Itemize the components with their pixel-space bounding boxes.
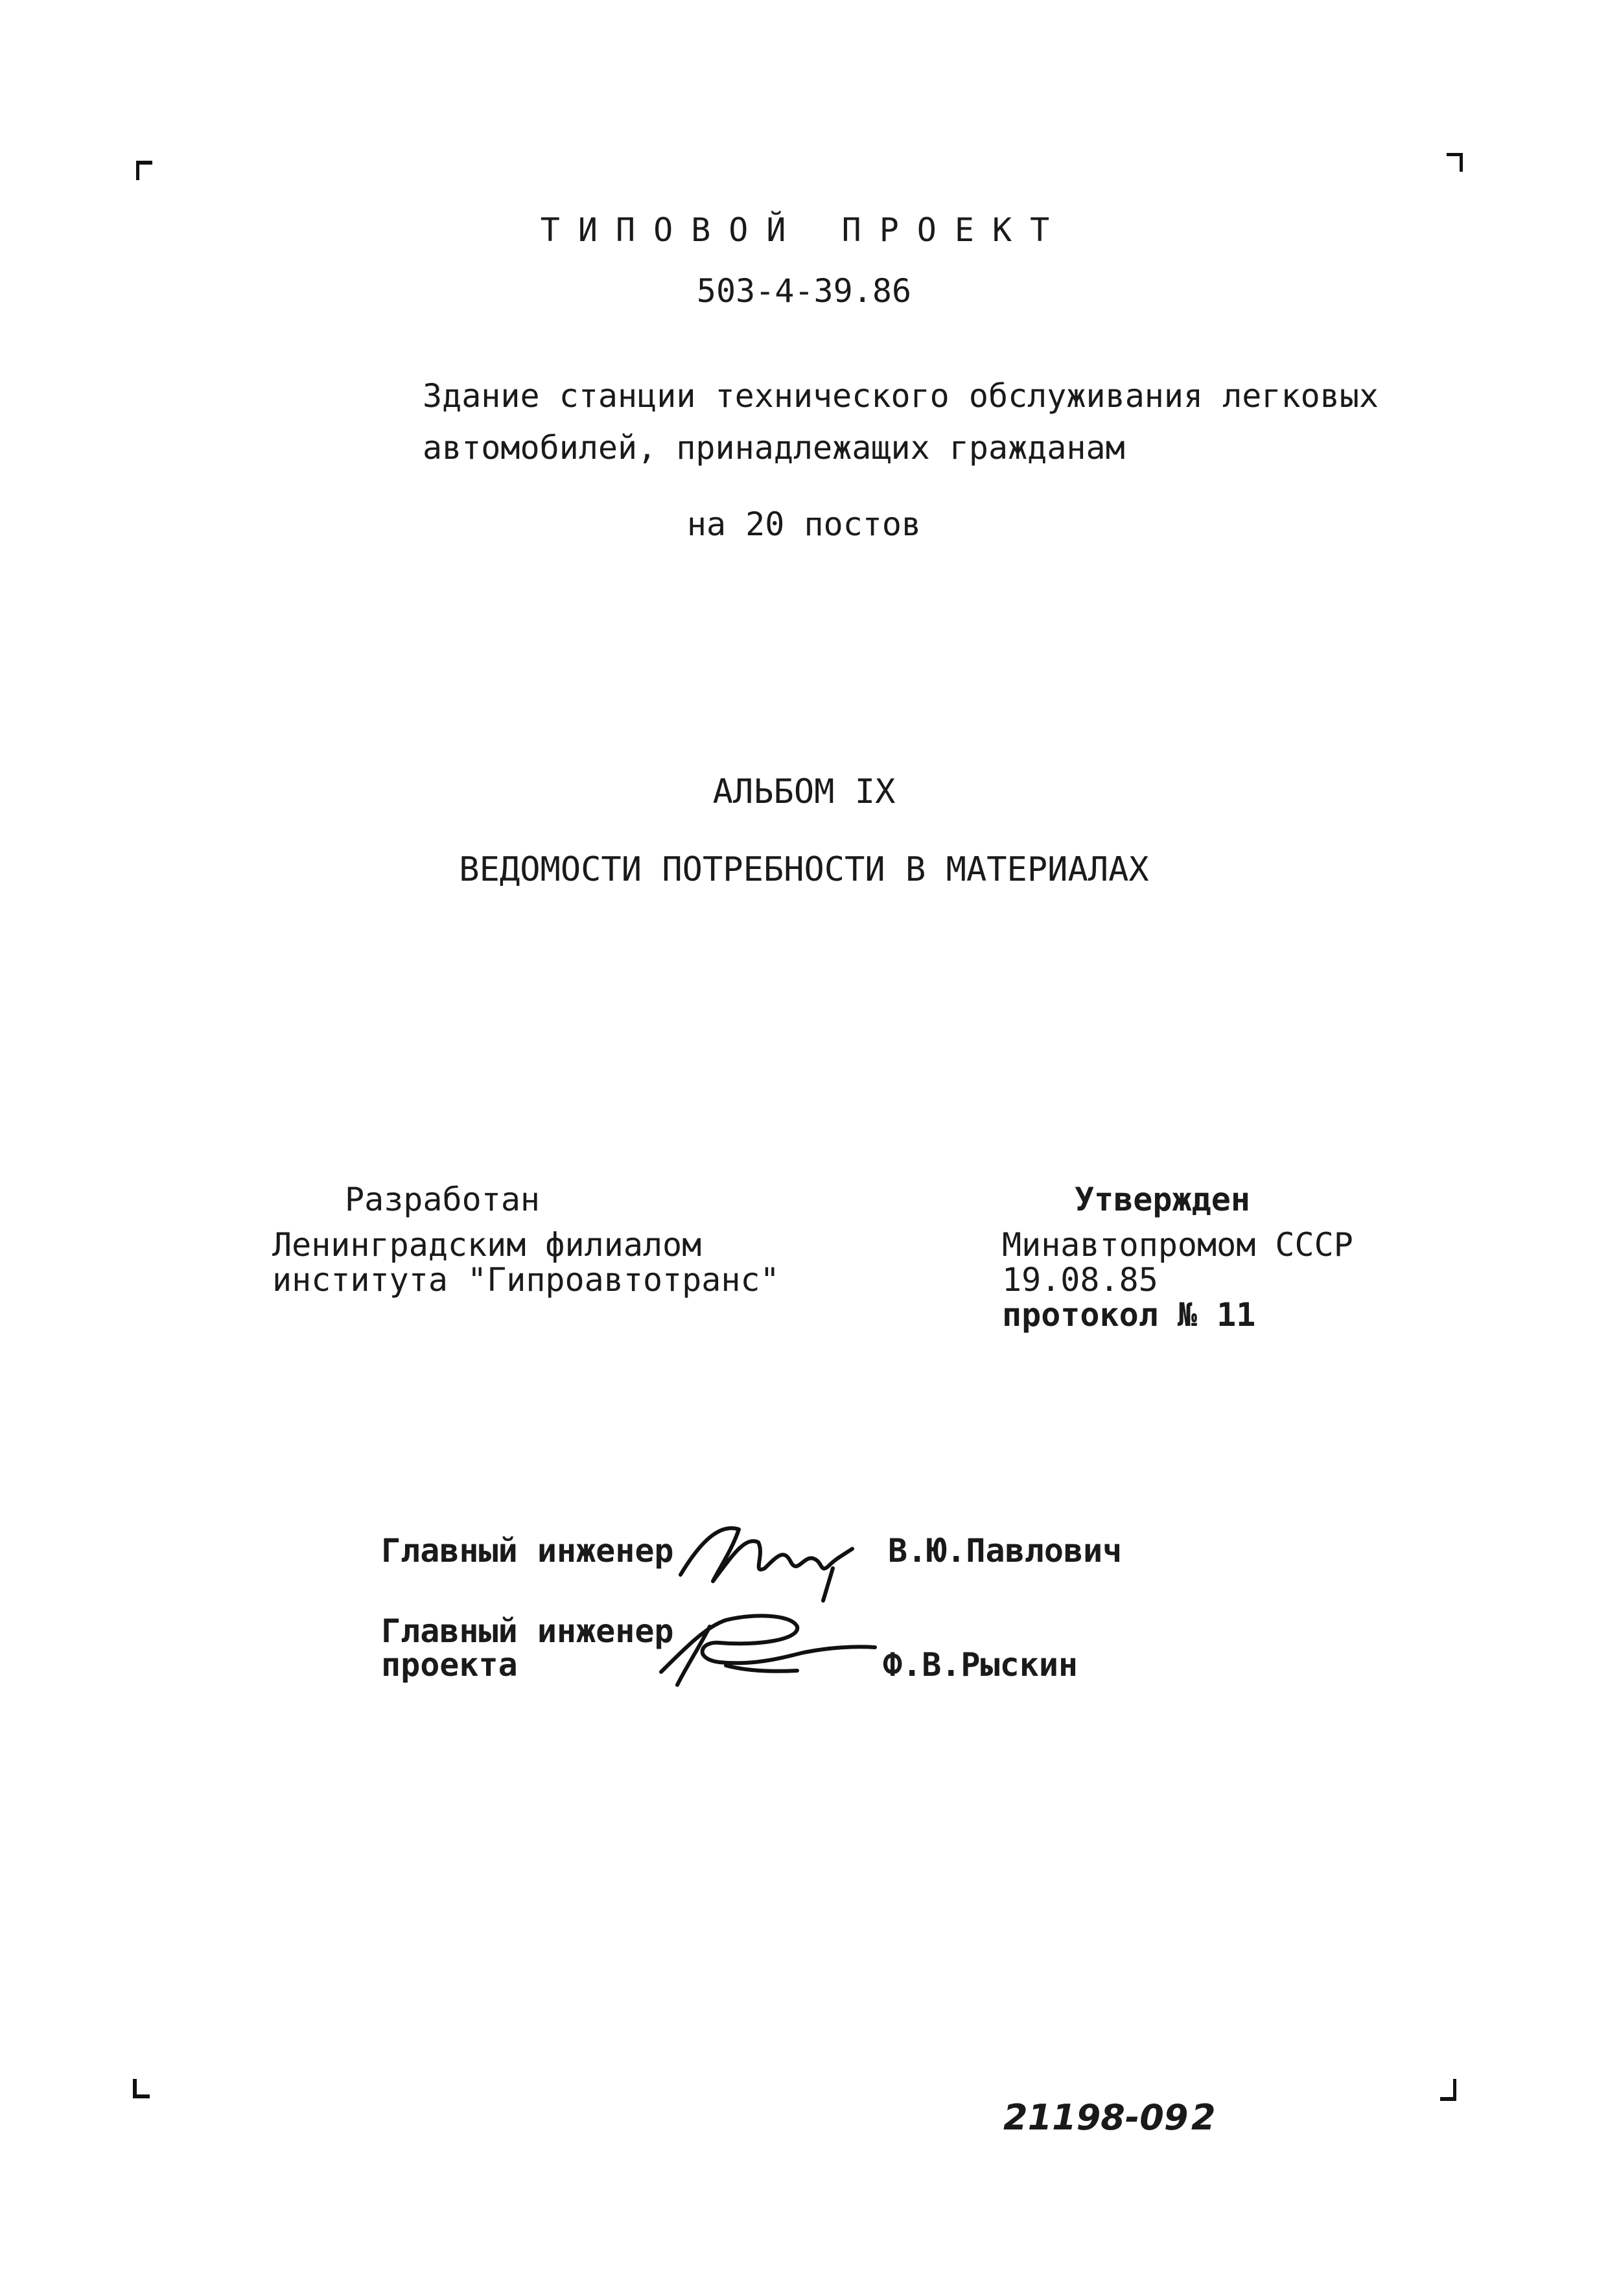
project-code: 503-4-39.86: [696, 272, 912, 310]
description-line-1: Здание станции технического обслуживания легковых: [423, 377, 1379, 415]
project-engineer-name: Ф.В.Рыскин: [883, 1646, 1078, 1684]
developed-line-2: института "Гипроавтотранс": [272, 1261, 780, 1299]
project-engineer-label-line-2: проекта: [381, 1646, 518, 1684]
corner-mark-top-left: [136, 161, 152, 180]
corner-mark-bottom-right: [1440, 2079, 1456, 2101]
project-engineer-signature: [648, 1601, 881, 1691]
developed-line-1: Ленинградским филиалом: [272, 1226, 702, 1264]
posts-count: на 20 постов: [686, 505, 922, 543]
chief-engineer-label: Главный инженер: [381, 1532, 674, 1570]
developed-heading: Разработан: [345, 1181, 541, 1218]
page-number: 2: [1191, 2097, 1216, 2138]
corner-mark-bottom-left: [133, 2079, 150, 2098]
chief-engineer-signature: [674, 1503, 868, 1607]
chief-engineer-name: В.Ю.Павлович: [888, 1532, 1123, 1570]
album-number: АЛЬБОМ IX: [712, 772, 896, 811]
approved-protocol: протокол № 11: [1002, 1296, 1256, 1334]
document-title: ТИПОВОЙ ПРОЕКТ: [540, 211, 1068, 249]
description-line-2: автомобилей, принадлежащих гражданам: [423, 429, 1125, 467]
approved-heading: Утвержден: [1075, 1181, 1250, 1218]
archive-number: 21198-09: [1003, 2097, 1189, 2138]
album-subject: ВЕДОМОСТИ ПОТРЕБНОСТИ В МАТЕРИАЛАХ: [459, 850, 1149, 889]
approved-date: 19.08.85: [1002, 1261, 1158, 1299]
corner-mark-top-right: [1447, 153, 1463, 172]
project-engineer-label-line-1: Главный инженер: [381, 1612, 674, 1650]
approved-line-1: Минавтопромом СССР: [1002, 1226, 1353, 1264]
